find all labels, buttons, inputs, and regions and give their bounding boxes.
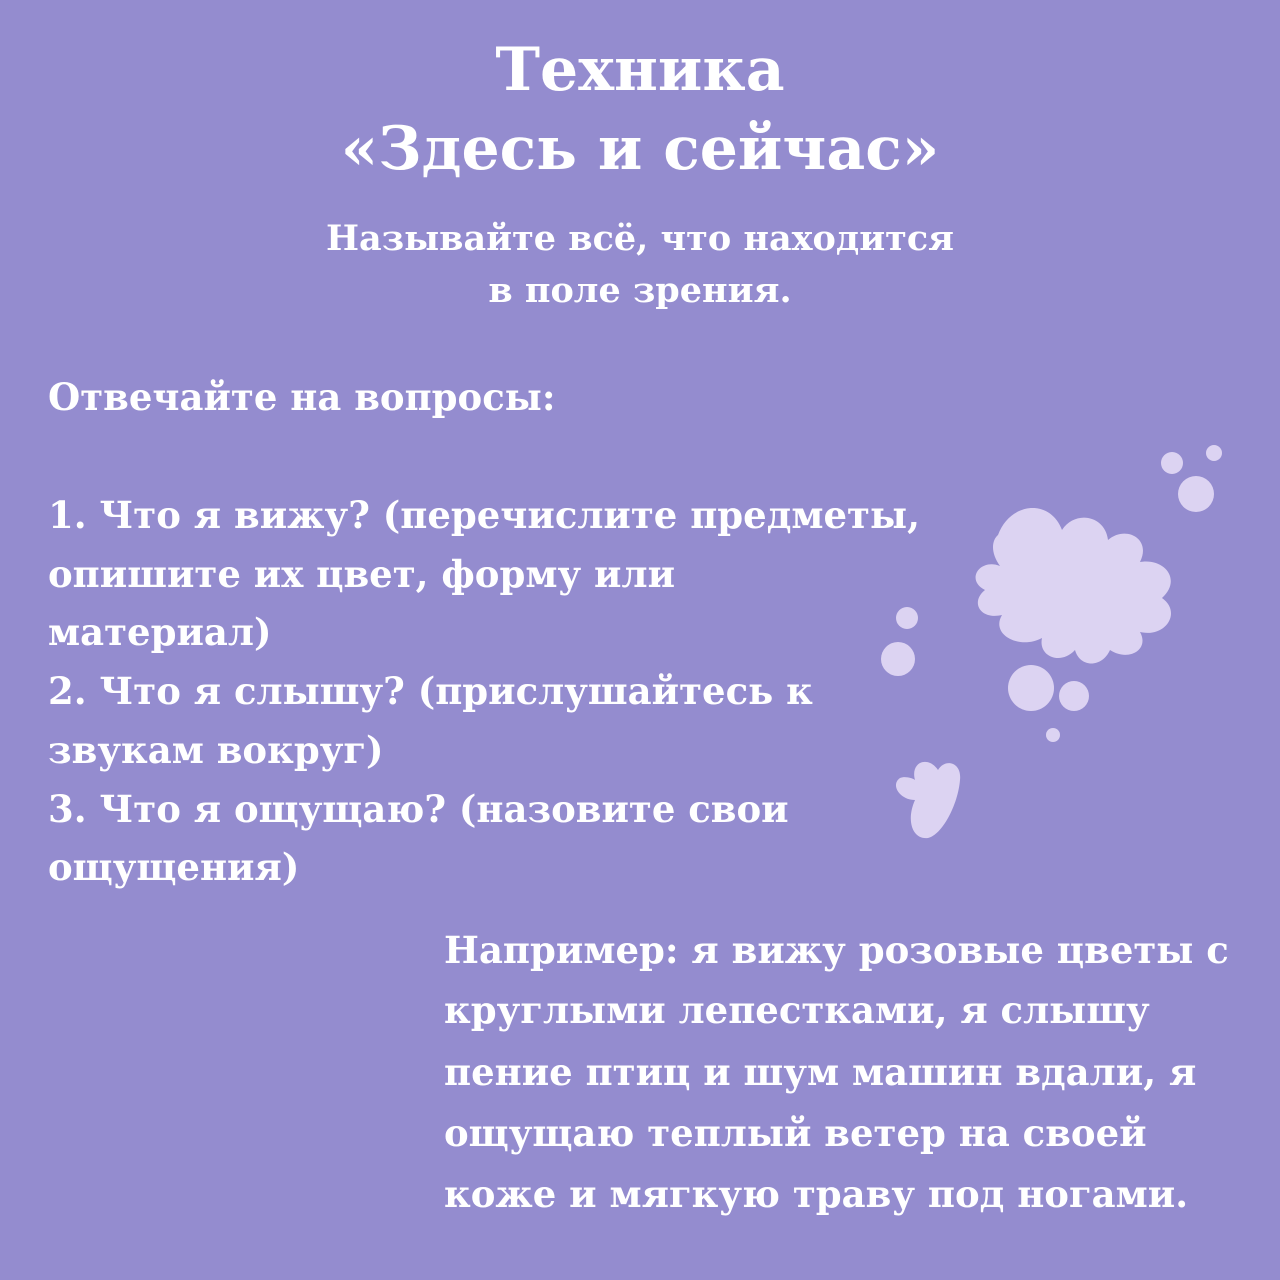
splash-dot-3: [1178, 476, 1214, 512]
subtitle-line-2: в поле зрения.: [488, 270, 792, 311]
questions-prompt: Отвечайте на вопросы:: [48, 375, 556, 419]
splash-dot-4: [896, 607, 918, 629]
question-1-line-1: 1. Что я вижу? (перечислите предметы,: [48, 493, 920, 537]
question-3-line-1: 3. Что я ощущаю? (назовите свои: [48, 787, 789, 831]
splash-dot-2: [1206, 445, 1222, 461]
splash-dot-1: [1161, 452, 1183, 474]
example-line-2: круглыми лепестками, я слышу: [444, 988, 1150, 1032]
splash-dot-5: [881, 642, 915, 676]
example-line-1: Например: я вижу розовые цветы с: [444, 928, 1229, 972]
splash-dot-6: [1008, 665, 1054, 711]
subtitle-line-1: Называйте всё, что находится: [325, 218, 955, 259]
title-line-1: Техника: [495, 35, 785, 105]
example-line-4: ощущаю теплый ветер на своей: [444, 1111, 1147, 1155]
question-3-line-2: ощущения): [48, 845, 300, 889]
example-line-3: пение птиц и шум машин вдали, я: [444, 1050, 1197, 1094]
splash-petal: [896, 762, 960, 838]
example-line-5: коже и мягкую траву под ногами.: [444, 1172, 1189, 1216]
splash-dot-7: [1059, 681, 1089, 711]
title-line-2: «Здесь и сейчас»: [340, 114, 940, 184]
question-2-line-1: 2. Что я слышу? (прислушайтесь к: [48, 669, 813, 713]
splash-dot-8: [1046, 728, 1060, 742]
question-1-line-2: опишите их цвет, форму или: [48, 552, 676, 596]
flower-splash-icon: [870, 440, 1230, 860]
splash-blob: [976, 508, 1171, 663]
question-2-line-2: звукам вокруг): [48, 728, 384, 772]
question-1-line-3: материал): [48, 610, 272, 654]
